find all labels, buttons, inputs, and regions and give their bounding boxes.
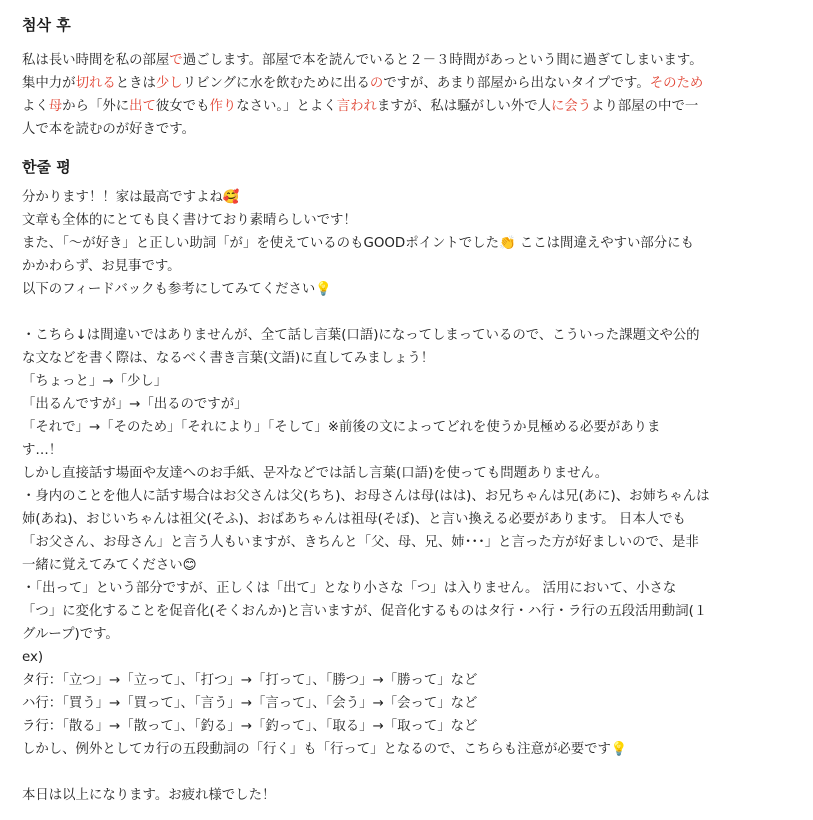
review-line: ハ行：「買う」→「買って」、「言う」→「言って」、「会う」→「会って」など	[22, 696, 478, 711]
review-line: 「お父さん、お母さん」と言う人もいますが、きちんと「父、母、兄、姉･･･」と言った方が好ましいので、是非	[22, 535, 699, 550]
review-line: 分かります！！家は最高ですよね🥰	[22, 190, 240, 205]
correction-highlight: に会う	[550, 99, 592, 114]
correction-highlight: そのため	[649, 76, 704, 91]
review-line: ラ行：「散る」→「散って」、「釣る」→「釣って」、「取る」→「取って」など	[22, 719, 478, 734]
review-line: 本日は以上になります。お疲れ様でした！	[22, 788, 276, 803]
review-line: す…！	[22, 443, 63, 458]
correction-highlight: 少し	[155, 76, 183, 91]
text-segment: よく	[22, 99, 49, 114]
corrected-line	[22, 72, 791, 95]
review-line: しかし、例外としてカ行の五段動詞の「行く」も「行って」となるので、こちらも注意が必要です💡	[22, 742, 628, 757]
correction-highlight: の	[369, 76, 384, 91]
text-segment: 過ごします。部屋で本を読んでいると２－３時間があっという間に過ぎてしまいます。	[182, 53, 703, 68]
corrected-line	[22, 95, 791, 118]
correction-highlight: 母	[48, 99, 63, 114]
review-text	[22, 186, 791, 807]
review-line: ・こちら↓は間違いではありませんが、全て話し言葉(口語)になってしまっているので、こういった課題文や公的	[22, 328, 700, 343]
review-line: ・身内のことを他人に話す場合はお父さんは父(ちち)、お母さんは母(はは)、お兄ちゃんは兄(あに)、お姉ちゃんは	[22, 489, 710, 504]
text-segment: 彼女でも	[155, 99, 210, 114]
blank-line	[22, 301, 791, 324]
review-line: 文章も全体的にとても良く書けており素晴らしいです！	[22, 213, 357, 228]
correction-highlight: 切れる	[75, 76, 116, 91]
text-segment: から「外に	[62, 99, 130, 114]
review-line: タ行：「立つ」→「立って」、「打つ」→「打って」、「勝つ」→「勝って」など	[22, 673, 478, 688]
corrected-text	[22, 49, 791, 141]
text-segment: なさい。」とよく	[236, 99, 337, 114]
correction-highlight: 出て	[129, 99, 156, 114]
text-segment: 集中力が	[22, 76, 76, 91]
correction-highlight: 言われ	[336, 99, 377, 114]
text-segment: 私は長い時間を私の部屋	[22, 53, 170, 68]
review-line: かかわらず、お見事です。	[22, 259, 181, 274]
review-line: 「つ」に変化することを促音化(そくおんか)と言いますが、促音化するものはタ行・ハ行・ラ行の五段活用動詞(１	[22, 604, 708, 619]
review-line: 「ちょっと」→「少し」	[22, 374, 168, 389]
section-title-corrected: 첨삭 후	[22, 16, 71, 34]
section-title-review: 한줄 평	[22, 158, 71, 176]
review-line: しかし直接話す場面や友達へのお手紙、문자などでは話し言葉(口語)を使っても問題ありません。	[22, 466, 609, 481]
corrected-line	[22, 118, 791, 141]
review-line: グループ)です。	[22, 627, 119, 642]
review-line: 「それで」→「そのため」「それにより」「そして」※前後の文によってどれを使うか見極める必要がありま	[22, 420, 661, 435]
review-line: な文などを書く際は、なるべく書き言葉(文語)に直してみましょう！	[22, 351, 435, 366]
text-segment: リビングに水を飲むために出る	[182, 76, 370, 91]
review-line: ex)	[22, 650, 44, 665]
text-segment: ときは	[115, 76, 156, 91]
text-segment: ですが、あまり部屋から出ないタイプです。	[383, 76, 650, 91]
review-line: 姉(あね)、おじいちゃんは祖父(そふ)、おばあちゃんは祖母(そぼ)、と言い換える必要があります。 日本人でも	[22, 512, 686, 527]
text-segment: ますが、私は騒がしい外で人	[376, 99, 551, 114]
text-segment: 人で本を読むのが好きです。	[22, 122, 196, 137]
review-line: ・「出って」という部分ですが、正しくは「出て」となり小さな「つ」は入りません。 活用において、小さな	[22, 581, 677, 596]
correction-highlight: 作り	[209, 99, 237, 114]
review-line: 一緒に覚えてみてください😊	[22, 558, 197, 573]
text-segment: より部屋の中で一	[591, 99, 699, 114]
review-line: また、「〜が好き」と正しい助詞「が」を使えているのもGOODポイントでした👏 ここは間違えやすい部分にも	[22, 236, 694, 251]
blank-line	[22, 761, 791, 784]
corrected-line	[22, 49, 791, 72]
correction-highlight: で	[169, 53, 183, 68]
review-line: 以下のフィードバックも参考にしてみてください💡	[22, 282, 332, 297]
review-line: 「出るんですが」→「出るのですが」	[22, 397, 248, 412]
